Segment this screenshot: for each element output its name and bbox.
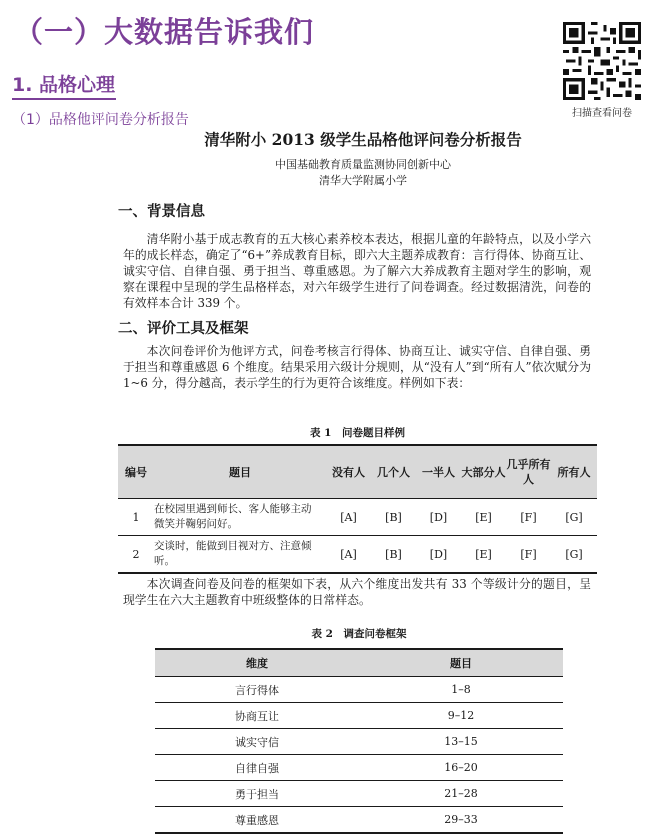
column-header: 大部分人	[461, 445, 506, 499]
column-header: 几乎所有人	[506, 445, 551, 499]
table-cell: [E]	[461, 499, 506, 536]
table-cell: 言行得体	[155, 677, 359, 703]
paragraph: 本次调查问卷及问卷的框架如下表，从六个维度出发共有 33 个等级计分的题目，呈现学生在六大主题教育中班级整体的日常样态。	[123, 577, 591, 607]
table-row	[118, 536, 597, 574]
report-title: 清华附小 2013 级学生品格他评问卷分析报告	[204, 130, 522, 149]
table-cell: 21–28	[359, 781, 563, 807]
table-cell: 2	[118, 536, 154, 574]
column-header: 几个人	[371, 445, 416, 499]
table-cell: 在校园里遇到师长、客人能够主动微笑并鞠躬问好。	[154, 499, 326, 536]
small-title: （1）品格他评问卷分析报告	[12, 112, 189, 128]
table-cell: [B]	[371, 536, 416, 574]
table-cell: [A]	[326, 536, 371, 574]
section-heading: 一、背景信息	[118, 203, 205, 220]
table-cell: 1–8	[359, 677, 563, 703]
column-header: 一半人	[416, 445, 461, 499]
column-header: 所有人	[551, 445, 597, 499]
paragraph: 本次问卷评价为他评方式，问卷考核言行得体、协商互让、诚实守信、自律自强、勇于担当和尊重感恩 6 个维度。结果采用六级计分规则，从“没有人”到“所有人”依次赋分为 1~6 分，得分越高，表示学生的行为更符合该维度。样例如下表：	[123, 344, 591, 390]
table-row	[155, 755, 563, 781]
column-header: 题目	[359, 649, 563, 677]
question-sample-table	[118, 444, 597, 574]
column-header: 没有人	[326, 445, 371, 499]
table-cell: 1	[118, 499, 154, 536]
table-row	[118, 499, 597, 536]
table-cell: [F]	[506, 499, 551, 536]
column-header: 编号	[118, 445, 154, 499]
report-school: 清华大学附属小学	[319, 174, 407, 187]
table-row	[155, 703, 563, 729]
table-cell: [F]	[506, 536, 551, 574]
report-org: 中国基础教育质量监测协同创新中心	[275, 158, 451, 171]
table-cell: [B]	[371, 499, 416, 536]
survey-framework-table	[155, 648, 563, 834]
table-row	[155, 677, 563, 703]
table-cell: 9–12	[359, 703, 563, 729]
qr-code-icon[interactable]	[563, 22, 641, 100]
table-cell: 勇于担当	[155, 781, 359, 807]
table-cell: [E]	[461, 536, 506, 574]
table-cell: [D]	[416, 536, 461, 574]
qr-caption: 扫描查看问卷	[572, 108, 632, 119]
table-cell: [A]	[326, 499, 371, 536]
section-heading: 二、评价工具及框架	[118, 320, 249, 337]
table-cell: 诚实守信	[155, 729, 359, 755]
table-cell: 16–20	[359, 755, 563, 781]
table-row	[155, 807, 563, 834]
section-title: （一）大数据告诉我们	[14, 15, 315, 49]
table-row	[155, 729, 563, 755]
column-header: 维度	[155, 649, 359, 677]
table-caption: 表 2 调查问卷框架	[311, 628, 407, 640]
column-header: 题目	[154, 445, 326, 499]
table-cell: [G]	[551, 536, 597, 574]
table-cell: 29–33	[359, 807, 563, 834]
table-cell: 尊重感恩	[155, 807, 359, 834]
table-caption: 表 1 问卷题目样例	[310, 427, 405, 439]
table-cell: 13–15	[359, 729, 563, 755]
sub-title-underline	[12, 98, 116, 100]
table-cell: 协商互让	[155, 703, 359, 729]
table-row	[155, 781, 563, 807]
table-cell: [G]	[551, 499, 597, 536]
paragraph: 清华附小基于成志教育的五大核心素养校本表达，根据儿童的年龄特点，以及小学六年的成长样态，确定了“6+”养成教育目标，即六大主题养成教育：言行得体、协商互让、诚实守信、自律自强、勇于担当、尊重感恩。为了解六大养成教育主题对学生的影响，观察在课程中呈现的学生品格样态，对六年级学生进行了问卷调查。经过数据清洗，问卷的有效样本合计 339 个。	[123, 232, 591, 310]
table-cell: 交谈时，能做到目视对方、注意倾听。	[154, 536, 326, 574]
table-cell: [D]	[416, 499, 461, 536]
sub-title: 1. 品格心理	[12, 74, 116, 96]
table-cell: 自律自强	[155, 755, 359, 781]
